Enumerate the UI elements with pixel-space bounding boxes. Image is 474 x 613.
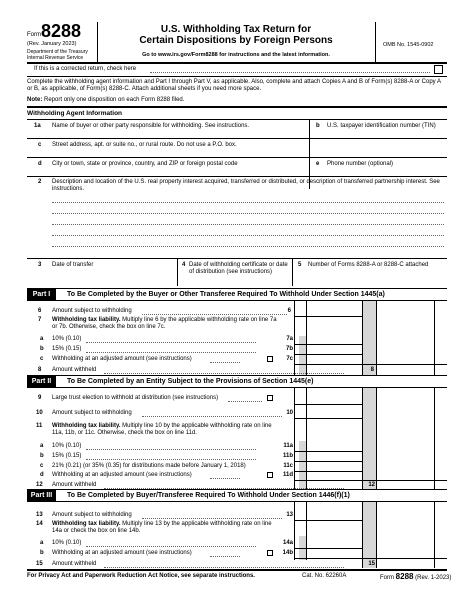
number-of-forms-attached-field[interactable] — [308, 272, 444, 282]
part-2-shaded-column — [362, 388, 376, 489]
line-11d-box-label: 11d — [282, 472, 293, 478]
part-1-shaded-gap — [299, 336, 306, 375]
line-11b-number: b — [40, 453, 44, 459]
line-11c-box-label: 11c — [283, 463, 293, 469]
agent-section-heading: Withholding Agent Information — [27, 110, 123, 117]
line-14-label-bold: Withholding tax liability. — [52, 521, 121, 527]
line-9-label: Large trust election to withhold at distribution (see instructions) — [52, 395, 219, 401]
line-14b-label: Withholding at an adjusted amount (see instructions) — [52, 550, 192, 556]
line-1a-label: Name of buyer or other party responsible for withholding. See instructions. — [52, 123, 250, 129]
buyer-tin-field[interactable] — [316, 130, 444, 137]
omb-number: OMB No. 1545-0902 — [383, 42, 434, 48]
part-1-title: To Be Completed by the Buyer or Other Transferee Required To Withhold Under Section 1445(a) — [67, 291, 385, 298]
line-11a-label: 10% (0.10) — [52, 443, 82, 449]
line-9-checkbox[interactable] — [267, 395, 273, 401]
line-e-label: Phone number (optional) — [327, 161, 394, 167]
title-line-2: Certain Dispositions by Foreign Persons — [139, 35, 333, 46]
line-14b-amount-field[interactable] — [307, 549, 361, 557]
line-7c-number: c — [40, 356, 44, 362]
line-6-number: 6 — [38, 308, 42, 314]
revision-date: (Rev. January 2023) — [27, 41, 77, 47]
line-7b-amount-field[interactable] — [307, 345, 361, 353]
line-3-number: 3 — [38, 262, 42, 268]
part-3-label: Part III — [27, 490, 56, 501]
line-4-label: Date of withholding certificate or date of distribution (see instructions) — [189, 262, 288, 275]
line-14b-checkbox[interactable] — [267, 550, 273, 556]
line-e-number: e — [316, 161, 320, 167]
line-11-number: 11 — [36, 423, 43, 429]
line-d-number: d — [38, 161, 42, 167]
line-14a-box-label: 14a — [282, 540, 293, 546]
line-7c-amount-field[interactable] — [307, 355, 361, 363]
line-11d-checkbox[interactable] — [267, 472, 273, 478]
line-3-label: Date of transfer — [52, 262, 94, 268]
form-word: Form — [27, 32, 41, 38]
line-4-number: 4 — [182, 262, 186, 268]
line-11c-amount-field[interactable] — [307, 462, 361, 470]
line-7b-box-label: 7b — [285, 346, 293, 352]
line-15-box-label: 15 — [368, 561, 375, 567]
line-5-label: Number of Forms 8288-A or 8288-C attached — [308, 262, 429, 268]
form-number-block — [27, 21, 95, 61]
line-10-label: Amount subject to withholding — [52, 410, 132, 416]
part-1-header — [27, 288, 447, 301]
footer-form-number: 8288 — [395, 572, 414, 581]
line-8-amount-field[interactable] — [377, 365, 433, 374]
line-14-label — [52, 521, 282, 535]
footer-form-id — [380, 572, 451, 582]
line-11-label — [52, 423, 282, 437]
line-7b-label: 15% (0.15) — [52, 346, 82, 352]
line-7c-checkbox[interactable] — [267, 356, 273, 362]
line-1b-label: U.S. taxpayer identification number (TIN) — [327, 123, 436, 129]
line-7a-amount-field[interactable] — [307, 335, 361, 343]
part-2-title: To Be Completed by an Entity Subject to the Provisions of Section 1445(e) — [67, 378, 314, 385]
note-label: Note: — [27, 97, 43, 103]
date-of-withholding-certificate-field[interactable] — [189, 276, 289, 284]
line-11-label-bold: Withholding tax liability. — [52, 423, 121, 429]
part-2-header — [27, 375, 447, 388]
line-7c-box-label: 7c — [286, 356, 293, 362]
corrected-label: If this is a corrected return, check here — [34, 66, 137, 72]
line-6-amount-field[interactable] — [307, 305, 361, 315]
line-d-label: City or town, state or province, country, and ZIP or foreign postal code — [52, 161, 238, 167]
footer-revision: (Rev. 1-2023) — [415, 575, 452, 581]
line-8-label: Amount withheld — [52, 367, 97, 373]
intro-text: Complete the withholding agent information and Part I through Part V, as applicable. Also, complete and attach Copies A and B of Form(s) 8288-A or Copy A or B, as applicable, of Form(s) 8288-C. Attach additional sheets if you need more space. — [27, 79, 441, 92]
line-7-label-text: Multiply line 6 by the applicable withholding rate on line 7a or 7b. Otherwise, check the box on line 7c. — [52, 317, 277, 330]
line-14b-number: b — [40, 550, 44, 556]
line-11d-label: Withholding at an adjusted amount (see instructions) — [52, 472, 192, 478]
line-14b-box-label: 14b — [282, 550, 293, 556]
line-5-number: 5 — [298, 262, 302, 268]
line-13-label: Amount subject to withholding — [52, 512, 132, 518]
line-11b-label: 15% (0.15) — [52, 453, 82, 459]
line-12-box-label: 12 — [368, 482, 375, 488]
line-13-number: 13 — [36, 512, 43, 518]
line-9-number: 9 — [38, 395, 42, 401]
agency: Internal Revenue Service — [27, 55, 84, 61]
line-13-box-label: 13 — [286, 512, 293, 518]
form-title — [100, 24, 372, 58]
line-11b-amount-field[interactable] — [307, 452, 361, 460]
line-13-amount-field[interactable] — [307, 510, 361, 519]
line-6-label: Amount subject to withholding — [52, 308, 132, 314]
line-11d-amount-field[interactable] — [307, 471, 361, 479]
line-12-label: Amount withheld — [52, 482, 97, 488]
line-10-box-label: 10 — [286, 410, 293, 416]
line-11a-amount-field[interactable] — [307, 442, 361, 450]
line-1a-number: 1a — [34, 123, 41, 129]
line-11b-box-label: 11b — [282, 453, 293, 459]
note-line — [27, 97, 447, 104]
line-14a-number: a — [40, 540, 44, 546]
line-15-label: Amount withheld — [52, 561, 97, 567]
line-c-number: c — [38, 142, 42, 148]
line-12-amount-field[interactable] — [377, 481, 433, 489]
line-7a-label: 10% (0.10) — [52, 336, 82, 342]
line-11a-number: a — [40, 443, 44, 449]
line-12-number: 12 — [36, 482, 43, 488]
city-state-zip-field[interactable] — [52, 168, 306, 175]
form-number: 8288 — [41, 21, 82, 41]
privacy-act-notice: For Privacy Act and Paperwork Reduction Act Notice, see separate instructions. — [27, 573, 255, 579]
instructions-link[interactable]: Go to www.irs.gov/Form8288 for instructions and the latest information. — [142, 52, 330, 58]
line-14-number: 14 — [36, 521, 43, 527]
line-7-number: 7 — [38, 317, 42, 323]
line-7-label — [52, 317, 282, 331]
line-15-number: 15 — [36, 561, 43, 567]
note-text: Report only one disposition on each Form 8288 filed. — [44, 97, 185, 103]
line-7a-box-label: 7a — [286, 336, 293, 342]
date-of-transfer-field[interactable] — [52, 272, 172, 282]
line-2-number: 2 — [38, 179, 42, 185]
part-1-label: Part I — [27, 289, 56, 300]
line-7a-number: a — [40, 336, 44, 342]
line-7b-number: b — [40, 346, 44, 352]
line-14-label-text: Multiply line 13 by the applicable withholding rate on line 14a or check the box on line 14b. — [52, 521, 272, 534]
department: Department of the Treasury — [27, 49, 88, 55]
line-8-number: 8 — [38, 367, 42, 373]
line-10-amount-field[interactable] — [307, 407, 361, 417]
line-14a-amount-field[interactable] — [307, 539, 361, 547]
line-10-number: 10 — [36, 410, 43, 416]
part-3-header — [27, 489, 447, 502]
line-7-label-bold: Withholding tax liability. — [52, 317, 121, 323]
line-11d-number: d — [40, 472, 44, 478]
line-15-amount-field[interactable] — [377, 560, 433, 568]
line-11-label-text: Multiply line 10 by the applicable withholding rate on line 11a, 11b, or 11c. Otherwise, check the box on line 11d. — [52, 423, 272, 436]
line-2-label: Description and location of the U.S. real property interest acquired, transferred or distributed, or description of transferred partnership interest. See instructions. — [52, 179, 440, 192]
catalog-number: Cat. No. 62260A — [302, 573, 347, 579]
street-address-field[interactable] — [52, 149, 306, 156]
part-3-title: To Be Completed by Buyer/Transferee Required To Withhold Under Section 1446(f)(1) — [67, 492, 350, 499]
line-14a-label: 10% (0.10) — [52, 540, 82, 546]
line-1b-number: b — [316, 123, 320, 129]
line-8-box-label: 8 — [370, 367, 374, 373]
part-2-label: Part II — [27, 376, 56, 387]
line-7c-label: Withholding at an adjusted amount (see instructions) — [52, 356, 192, 362]
footer-form-word: Form — [380, 575, 394, 581]
corrected-return-checkbox[interactable] — [434, 65, 443, 74]
line-6-box-label: 6 — [287, 308, 291, 314]
line-11a-box-label: 11a — [283, 443, 293, 449]
phone-number-field[interactable] — [316, 168, 444, 175]
line-c-label: Street address, apt. or suite no., or rural route. Do not use a P.O. box. — [52, 142, 237, 148]
line-11c-label: 21% (0.21) (or 35% (0.35) for distributions made before January 1, 2018) — [52, 463, 246, 469]
title-line-1: U.S. Withholding Tax Return for — [160, 24, 312, 35]
part-2-shaded-gap — [299, 441, 306, 489]
buyer-name-field[interactable] — [52, 130, 306, 137]
line-11c-number: c — [40, 463, 44, 469]
